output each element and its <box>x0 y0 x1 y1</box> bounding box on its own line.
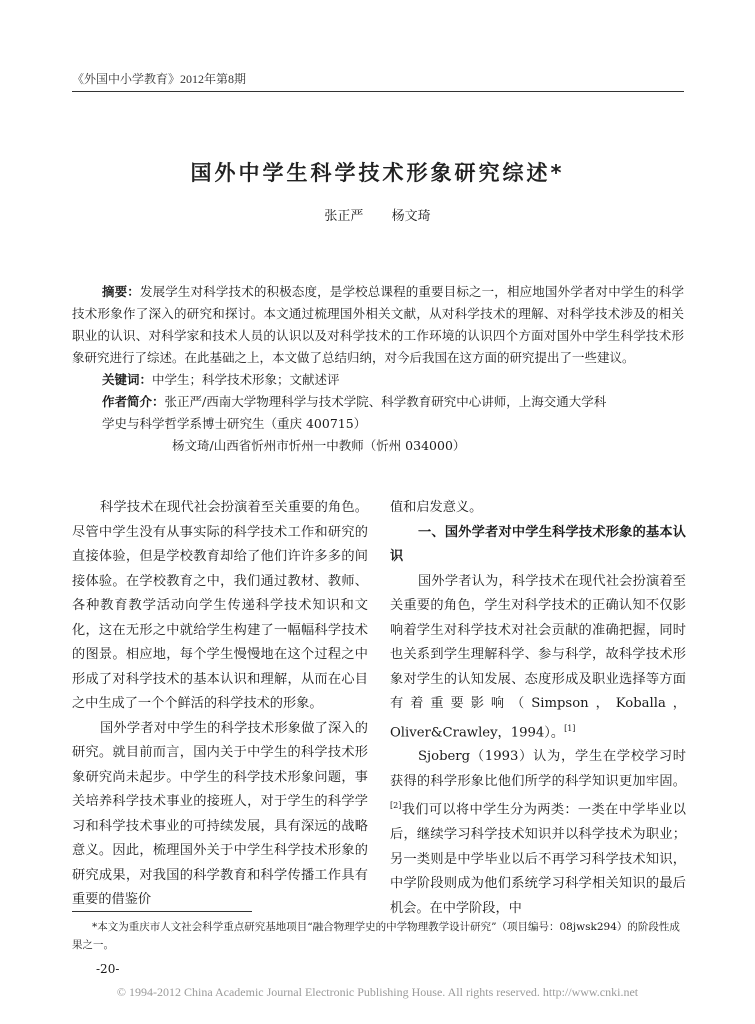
footnote-text: *本文为重庆市人文社会科学重点研究基地项目“融合物理学史的中学物理教学设计研究”（项目编号：08jwsk294）的阶段性成果之一。 <box>72 921 680 951</box>
page-number: -20- <box>96 962 120 976</box>
authors <box>0 205 755 224</box>
body-paragraph: 国外学者对中学生的科学技术形象做了深入的研究。就目前而言，国内关于中学生的科学技术形象研究尚未起步。中学生的科学技术形象问题，事关培养科学技术事业的接班人，对于学生的科学学习和科学技术事业的可持续发展，具有深远的战略意义。因此，梳理国外关于中学生科学技术形象的研究成果，对我国的科学教育和科学传播工作具有重要的借鉴价 <box>72 720 368 907</box>
keywords-label: 关键词： <box>102 372 153 387</box>
body-paragraph <box>390 745 686 921</box>
paragraph-text: 我们可以将中学生分为两类：一类在中学毕业以后，继续学习科学技术知识并以科学技术为职业；另一类则是中学毕业以后不再学习科学技术知识，中学阶段则成为他们系统学习科学相关知识的最后机会。在中学阶段，中 <box>390 802 686 916</box>
author-info-line3: 杨文琦/山西省忻州市忻州一中教师（忻州 034000） <box>172 438 466 453</box>
body-paragraph: 值和启发意义。 <box>390 500 483 515</box>
citation: [2] <box>390 801 402 811</box>
author-2: 杨文琦 <box>391 209 431 224</box>
body-column-left <box>72 496 368 913</box>
footnote-rule <box>72 911 252 912</box>
section-heading: 一、国外学者对中学生科学技术形象的基本认识 <box>390 524 686 564</box>
keywords <box>102 369 684 391</box>
body-paragraph: 科学技术在现代社会扮演着至关重要的角色。尽管中学生没有从事实际的科学技术工作和研究的直接体验，但是学校教育却给了他们许许多多的间接体验。在学校教育之中，我们通过教材、教师、各种教育教学活动向学生传递科学技术知识和文化，这在无形之中就给学生构建了一幅幅科学技术的图景。相应地，每个学生慢慢地在这个过程之中形成了对科学技术的基本认识和理解，从而在心目之中生成了一个个鲜活的科学技术的形象。 <box>72 500 368 711</box>
abstract-label: 摘要： <box>102 284 140 299</box>
footnote <box>72 918 684 954</box>
abstract-text: 发展学生对科学技术的积极态度，是学校总课程的重要目标之一，相应地国外学者对中学生的科学技术形象作了深入的研究和探讨。本文通过梳理国外相关文献，从对科学技术的理解、对科学技术涉及的相关职业的认识、对科学家和技术人员的认识以及对科学技术的工作环境的认识四个方面对国外中学生科学技术形象研究进行了综述。在此基础之上，本文做了总结归纳，对今后我国在这方面的研究提出了一些建议。 <box>72 284 684 365</box>
copyright-watermark: © 1994-2012 China Academic Journal Electronic Publishing House. All rights reserved. http://www.cnki.net <box>116 985 639 999</box>
running-head: 《外国中小学教育》2012年第8期 <box>72 72 247 86</box>
article-title: 国外中学生科学技术形象研究综述* <box>190 161 565 185</box>
author-info <box>102 391 684 413</box>
author-info-label: 作者简介： <box>102 394 165 409</box>
citation: [1] <box>564 723 576 733</box>
body-paragraph <box>390 570 686 746</box>
keywords-text: 中学生；科学技术形象；文献述评 <box>152 372 340 387</box>
author-info-line1: 张正严/西南大学物理科学与技术学院、科学教育研究中心讲师，上海交通大学科 <box>164 394 607 409</box>
author-info-line2: 学史与科学哲学系博士研究生（重庆 400715） <box>102 416 367 431</box>
author-1: 张正严 <box>324 209 364 224</box>
abstract <box>72 281 684 369</box>
abstract-block <box>72 281 684 457</box>
paragraph-text: Sjoberg（1993）认为，学生在学校学习时获得的科学形象比他们所学的科学知识更加牢固。 <box>390 749 686 789</box>
body-column-right <box>390 496 686 921</box>
header-rule <box>72 91 684 92</box>
paragraph-text: 国外学者认为，科学技术在现代社会扮演着至关重要的角色，学生对科学技术的正确认知不仅影响着学生对科学技术对社会贡献的准确把握，同时也关系到学生理解科学、参与科学，故科学技术形象对学生的认知发展、态度形成及职业选择等方面有着重要影响（Simpson，Koballa，Oliver&Crawley，1994）。 <box>390 573 686 740</box>
